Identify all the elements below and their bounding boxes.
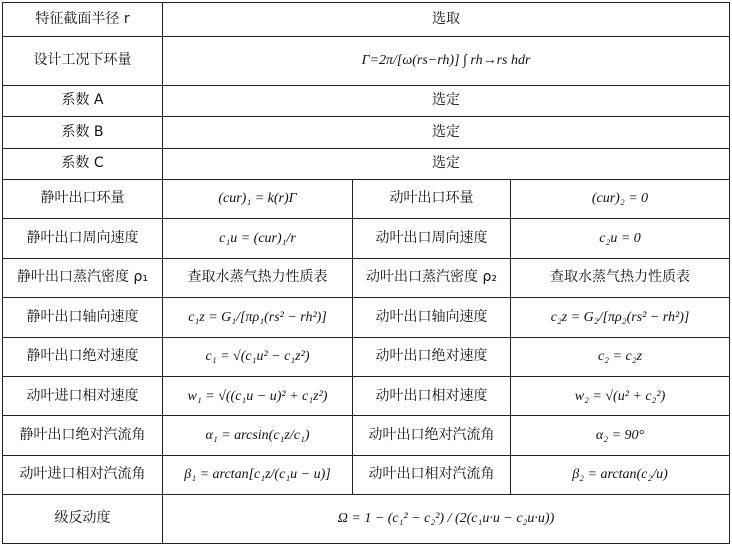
table-row	[3, 117, 730, 148]
rotor-formula: w₂ = √(u² + c₂²)	[511, 377, 730, 416]
row-value: 选定	[163, 117, 730, 148]
row-label: 系数 A	[3, 85, 163, 116]
table-row	[3, 495, 730, 544]
rotor-label: 动叶出口环量	[353, 179, 511, 218]
rotor-formula: c₂ = c₂z	[511, 337, 730, 376]
rotor-formula: c₂u = 0	[511, 219, 730, 258]
table-row	[3, 219, 730, 258]
rotor-label: 动叶出口绝对汽流角	[353, 416, 511, 455]
table-row	[3, 3, 730, 37]
rotor-label: 动叶出口周向速度	[353, 219, 511, 258]
row-label: 设计工况下环量	[3, 37, 163, 86]
rotor-label: 动叶出口相对速度	[353, 377, 511, 416]
table-row	[3, 85, 730, 116]
table-row	[3, 179, 730, 218]
circulation-formula: Γ=2π/[ω(rs−rh)] ∫ rh→rs hdr	[163, 37, 730, 86]
stator-formula: c₁u = (cur)₁/r	[163, 219, 353, 258]
stator-formula: (cur)₁ = k(r)Γ	[163, 179, 353, 218]
parameter-table	[2, 2, 730, 544]
rotor-label: 动叶出口相对汽流角	[353, 455, 511, 494]
rotor-label: 动叶出口绝对速度	[353, 337, 511, 376]
rotor-formula: c₂z = G₂/[πρ₂(rs² − rh²)]	[511, 298, 730, 337]
row-label: 系数 C	[3, 148, 163, 179]
stator-label: 动叶进口相对速度	[3, 377, 163, 416]
row-label: 系数 B	[3, 117, 163, 148]
row-value: 选取	[163, 3, 730, 37]
row-value: 选定	[163, 85, 730, 116]
table-row	[3, 37, 730, 86]
rotor-formula: β₂ = arctan(c₂/u)	[511, 455, 730, 494]
stator-formula: β₁ = arctan[c₁z/(c₁u − u)]	[163, 455, 353, 494]
stator-label: 静叶出口环量	[3, 179, 163, 218]
stator-label: 静叶出口绝对汽流角	[3, 416, 163, 455]
stator-label: 静叶出口轴向速度	[3, 298, 163, 337]
stator-formula: α₁ = arcsin(c₁z/c₁)	[163, 416, 353, 455]
footer-label: 级反动度	[3, 495, 163, 544]
stator-label: 动叶进口相对汽流角	[3, 455, 163, 494]
rotor-value: 查取水蒸气热力性质表	[511, 258, 730, 297]
table-row	[3, 337, 730, 376]
reaction-degree-formula: Ω = 1 − (c₁² − c₂²) / (2(c₁u·u − c₂u·u))	[163, 495, 730, 544]
table-row	[3, 377, 730, 416]
table-row	[3, 298, 730, 337]
table-row	[3, 258, 730, 297]
stator-label: 静叶出口周向速度	[3, 219, 163, 258]
stator-formula: c₁z = G₁/[πρ₁(rs² − rh²)]	[163, 298, 353, 337]
stator-label: 静叶出口绝对速度	[3, 337, 163, 376]
stator-formula: w₁ = √((c₁u − u)² + c₁z²)	[163, 377, 353, 416]
stator-value: 查取水蒸气热力性质表	[163, 258, 353, 297]
rotor-label: 动叶出口蒸汽密度 ρ₂	[353, 258, 511, 297]
stator-formula: c₁ = √(c₁u² − c₁z²)	[163, 337, 353, 376]
table-row	[3, 416, 730, 455]
stator-label: 静叶出口蒸汽密度 ρ₁	[3, 258, 163, 297]
table-row	[3, 148, 730, 179]
row-value: 选定	[163, 148, 730, 179]
rotor-formula: α₂ = 90°	[511, 416, 730, 455]
rotor-formula: (cur)₂ = 0	[511, 179, 730, 218]
rotor-label: 动叶出口轴向速度	[353, 298, 511, 337]
table-row	[3, 455, 730, 494]
row-label: 特征截面半径 r	[3, 3, 163, 37]
